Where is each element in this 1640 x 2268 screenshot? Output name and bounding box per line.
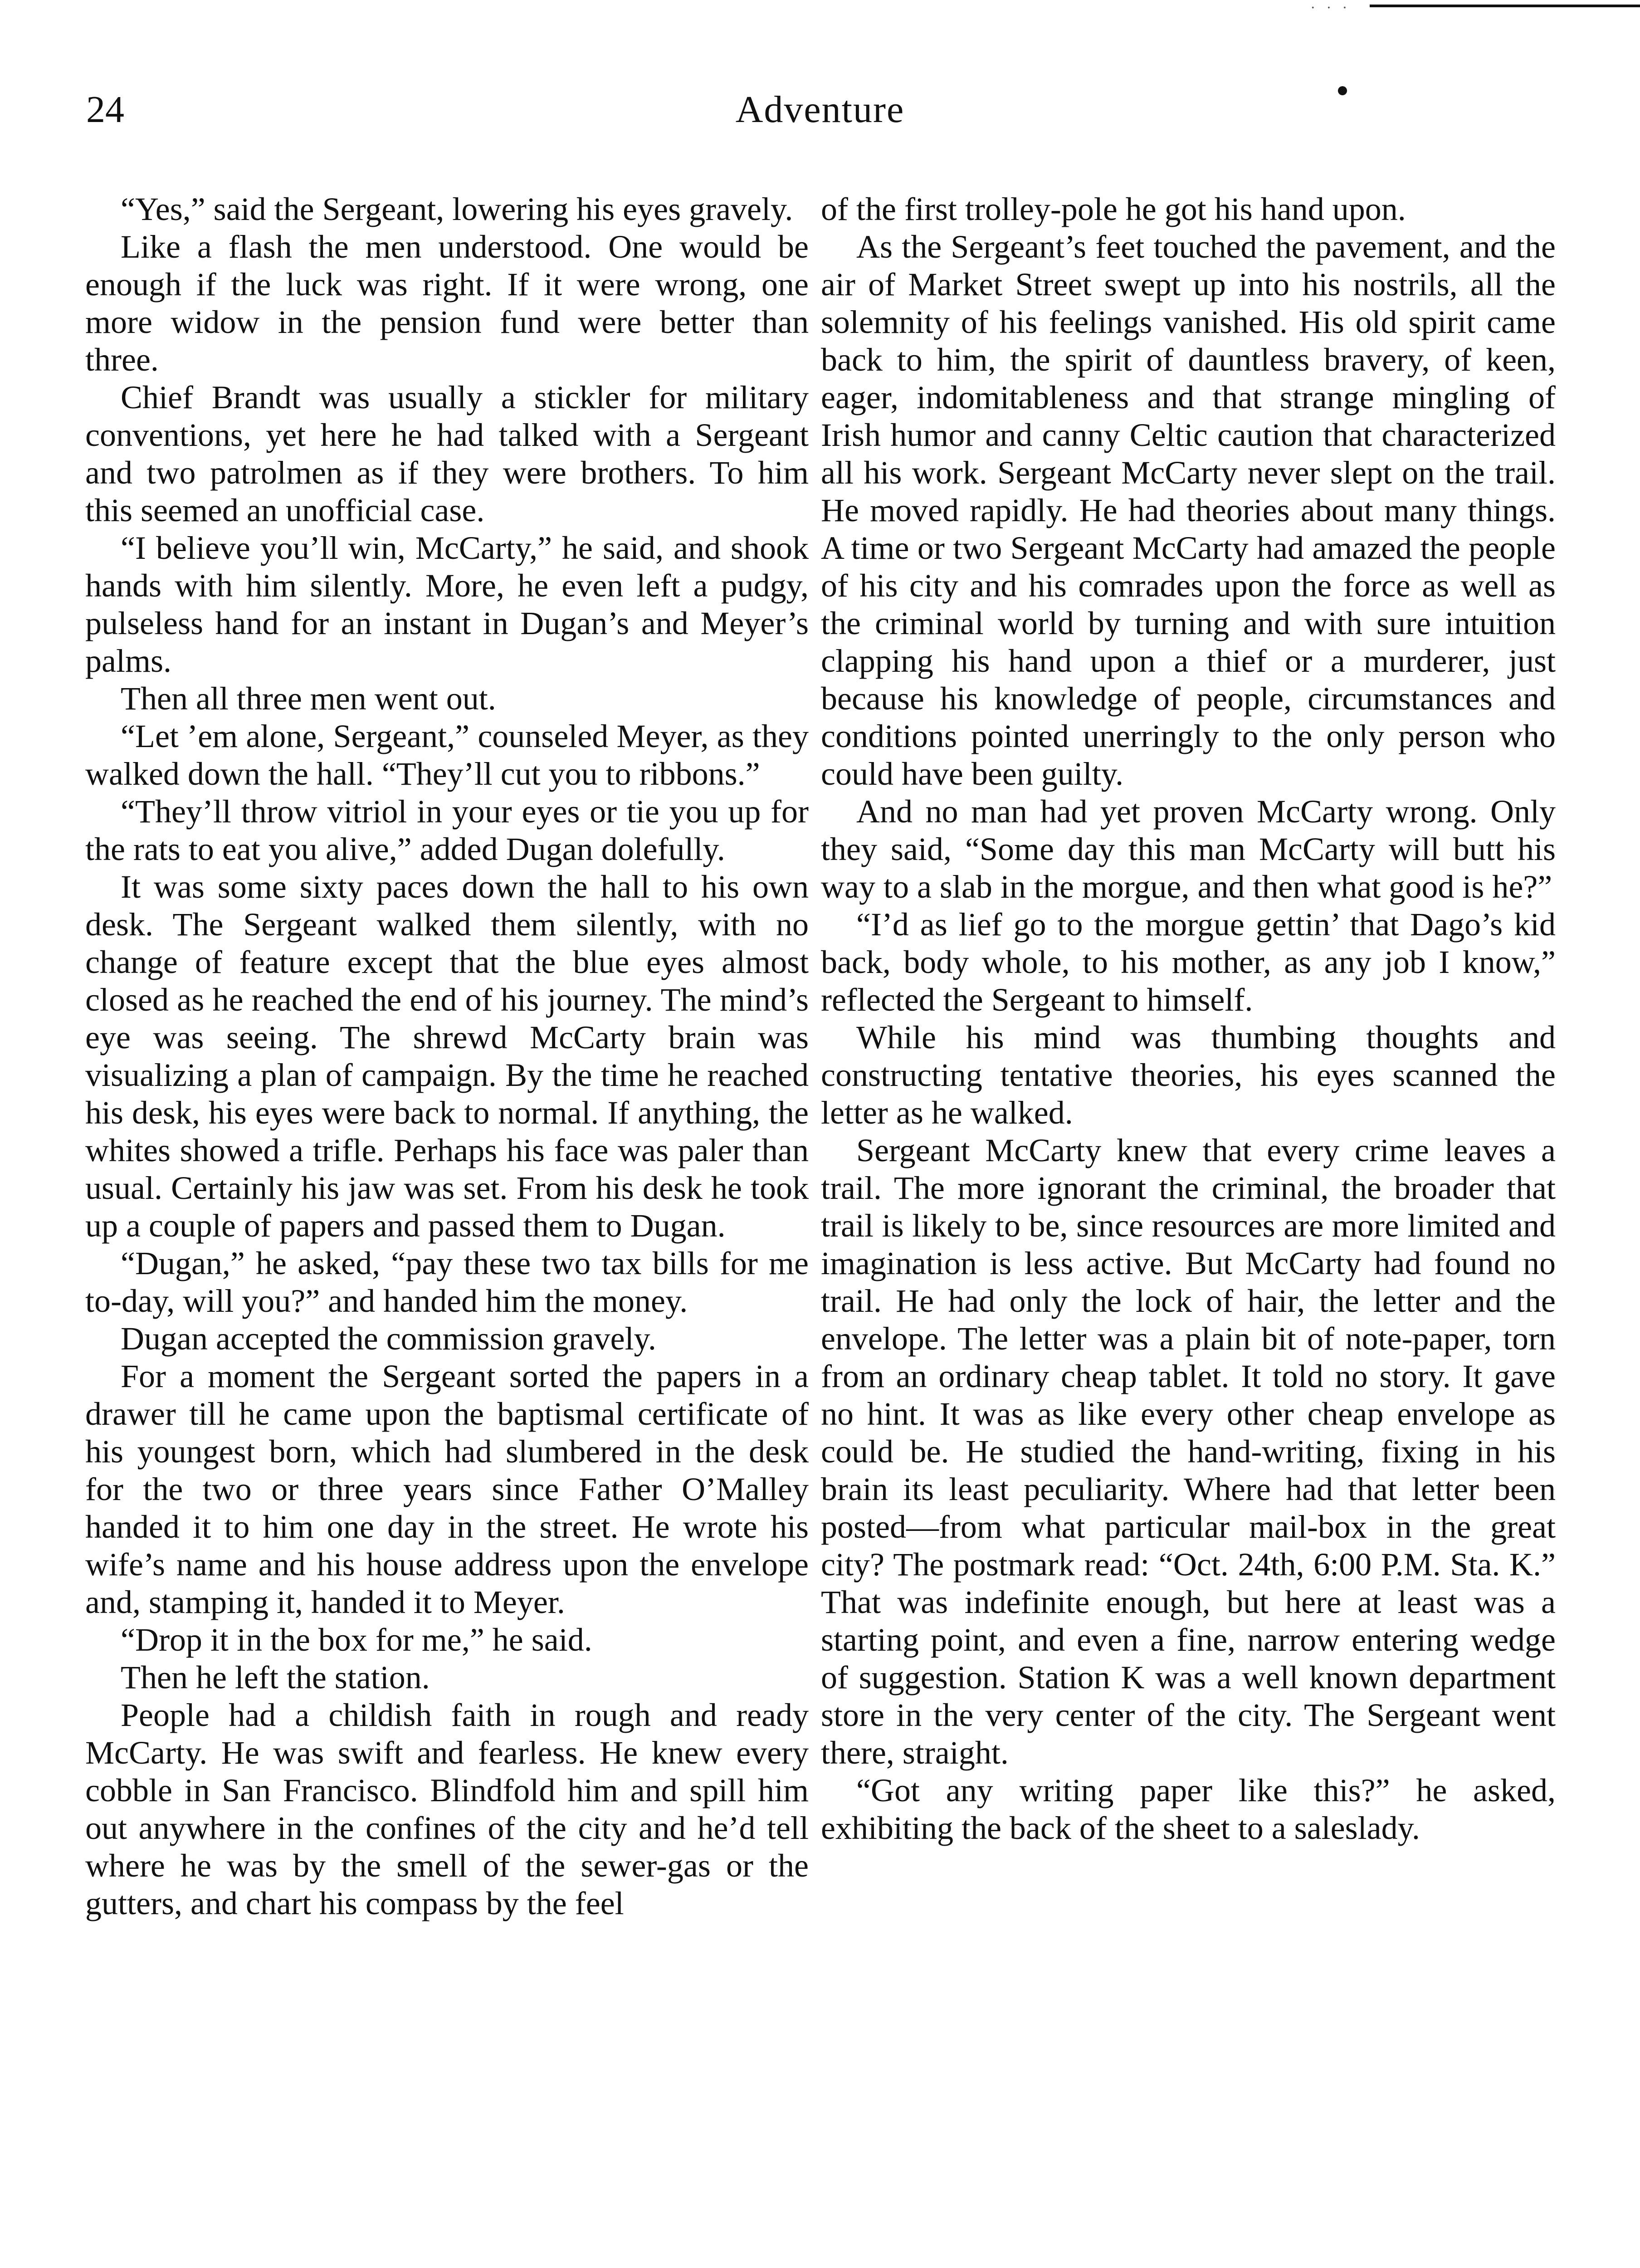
page-number: 24 bbox=[86, 88, 124, 131]
paragraph: “I believe you’ll win, McCarty,” he said, and shook hands with him silently. More, he even left a pudgy, pulseless hand for an instant in Dugan’s and Meyer’s palms. bbox=[85, 530, 809, 679]
paragraph: “Dugan,” he asked, “pay these two tax bills for me to-day, will you?” and handed him the money. bbox=[85, 1245, 809, 1319]
paragraph: “Yes,” said the Sergeant, lowering his eyes gravely. bbox=[121, 191, 793, 227]
paragraph: Then all three men went out. bbox=[121, 680, 496, 717]
paragraph: “Let ’em alone, Sergeant,” counseled Meyer, as they walked down the hall. “They’ll cut you to ribbons.” bbox=[85, 718, 809, 792]
paragraph: And no man had yet proven McCarty wrong. Only they said, “Some day this man McCarty will butt his way to a slab in the morgue, and then what good is he?” bbox=[821, 793, 1556, 905]
paragraph: It was some sixty paces down the hall to his own desk. The Sergeant walked them silently, with no change of feature except that the blue eyes almost closed as he reached the end of his journey. The mind’s eye was seeing. The shrewd McCarty brain was visualizing a plan of campaign. By the time he reached his desk, his eyes were back to normal. If anything, the whites showed a trifle. Perhaps his face was paler than usual. Certainly his jaw was set. From his desk he took up a couple of papers and passed them to Dugan. bbox=[85, 869, 809, 1244]
paragraph: “Drop it in the box for me,” he said. bbox=[121, 1622, 592, 1658]
paragraph: As the Sergeant’s feet touched the pavement, and the air of Market Street swept up into his nostrils, all the solemnity of his feelings vanished. His old spirit came back to him, the spirit of dauntless bravery, of keen, eager, indomitableness and that strange mingling of Irish humor and canny Celtic caution that characterized all his work. Sergeant McCarty never slept on the trail. He moved rapidly. He had theories about many things. A time or two Sergeant McCarty had amazed the people of his city and his comrades upon the force as well as the criminal world by turning and with sure intuition clapping his hand upon a thief or a murderer, just because his knowledge of people, circumstances and conditions pointed unerringly to the only person who could have been guilty. bbox=[821, 229, 1556, 792]
paragraph: For a moment the Sergeant sorted the papers in a drawer till he came upon the baptismal certificate of his youngest born, which had slumbered in the desk for the two or three years since Father O’Malley handed it to him one day in the street. He wrote his wife’s name and his house address upon the envelope and, stamping it, handed it to Meyer. bbox=[85, 1358, 809, 1620]
paragraph: Chief Brandt was usually a stickler for military conventions, yet here he had talked with a Sergeant and two patrolmen as if they were brothers. To him this seemed an unofficial case. bbox=[85, 379, 809, 528]
paragraph: “They’ll throw vitriol in your eyes or tie you up for the rats to eat you alive,” added Dugan dolefully. bbox=[85, 793, 809, 867]
paragraph: Dugan accepted the commission gravely. bbox=[121, 1320, 656, 1357]
left-column bbox=[85, 191, 809, 1922]
right-column bbox=[821, 191, 1556, 1847]
running-head: Adventure bbox=[735, 88, 905, 131]
paragraph: While his mind was thumbing thoughts and constructing tentative theories, his eyes scanned the letter as he walked. bbox=[821, 1019, 1556, 1131]
scan-artifact-dots: · · · bbox=[1311, 0, 1351, 16]
paragraph: Sergeant McCarty knew that every crime leaves a trail. The more ignorant the criminal, the broader that trail is likely to be, since resources are more limited and imagination is less active. But McCarty had found no trail. He had only the lock of hair, the letter and the envelope. The letter was a plain bit of note-paper, torn from an ordinary cheap tablet. It told no story. It gave no hint. It was as like every other cheap envelope as could be. He studied the hand-writing, fixing in his brain its least peculiarity. Where had that letter been posted—from what particular mail-box in the great city? The postmark read: “Oct. 24th, 6:00 P.M. Sta. K.” That was indefinite enough, but here at least was a starting point, and even a fine, narrow entering wedge of suggestion. Station K was a well known department store in the very center of the city. The Sergeant went there, straight. bbox=[821, 1132, 1556, 1771]
scan-artifact-rule bbox=[1370, 5, 1640, 7]
paragraph: “Got any writing paper like this?” he asked, exhibiting the back of the sheet to a saleslady. bbox=[821, 1772, 1556, 1846]
paragraph: People had a childish faith in rough and ready McCarty. He was swift and fearless. He knew every cobble in San Francisco. Blindfold him and spill him out anywhere in the confines of the city and he’d tell where he was by the smell of the sewer-gas or the gutters, and chart his compass by the feel bbox=[85, 1697, 809, 1921]
paragraph: Then he left the station. bbox=[121, 1659, 430, 1696]
paragraph: Like a flash the men understood. One would be enough if the luck was right. If it were wrong, one more widow in the pension fund were better than three. bbox=[85, 229, 809, 378]
paragraph: of the first trolley-pole he got his hand upon. bbox=[821, 191, 1406, 227]
paragraph: “I’d as lief go to the morgue gettin’ that Dago’s kid back, body whole, to his mother, as any job I know,” reflected the Sergeant to himself. bbox=[821, 906, 1556, 1018]
